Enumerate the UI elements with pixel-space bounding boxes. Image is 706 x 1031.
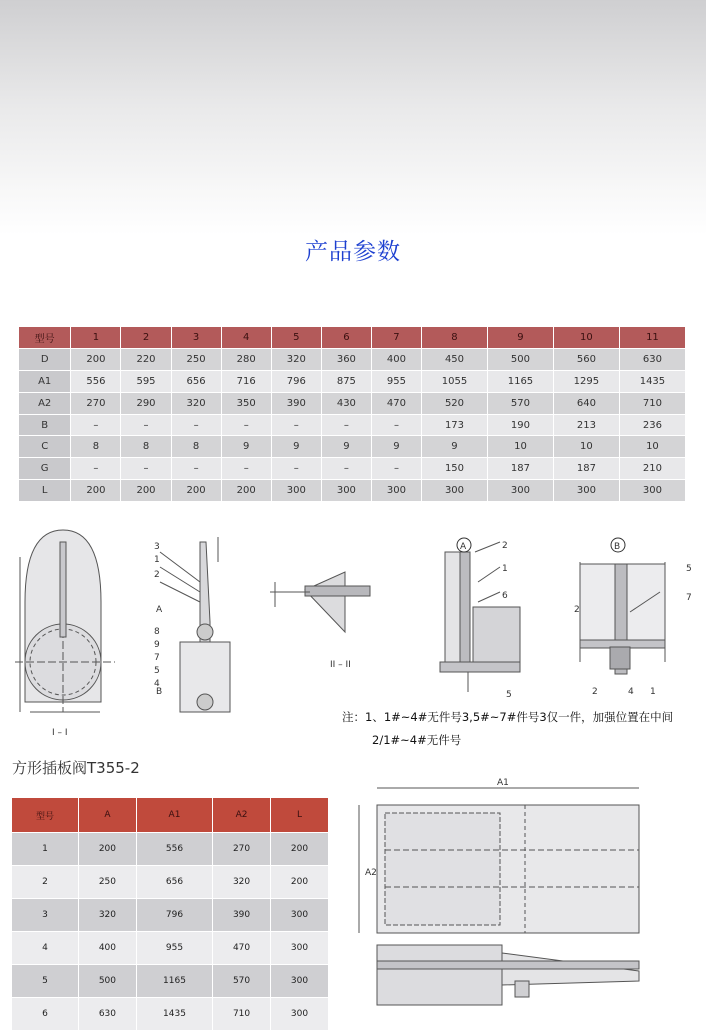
part-label: 2: [574, 605, 580, 615]
part-label: 5: [154, 666, 160, 676]
table-row: [12, 965, 329, 998]
table-cell: 1055: [422, 370, 488, 392]
table-cell: 520: [422, 392, 488, 414]
part-label: 1: [650, 687, 656, 697]
table-cell: 173: [422, 414, 488, 436]
label-side-b: B: [156, 687, 163, 697]
table-cell: 187: [487, 458, 553, 480]
table-cell: 320: [213, 866, 271, 899]
table-cell: 1165: [487, 370, 553, 392]
part-label: 9: [154, 640, 160, 650]
table-cell: 500: [487, 348, 553, 370]
table-cell: 656: [136, 866, 212, 899]
table-cell: 300: [271, 965, 329, 998]
table-cell: 556: [136, 833, 212, 866]
table-cell: 450: [422, 348, 488, 370]
table1-header-cell: 10: [553, 327, 619, 349]
table-cell: L: [19, 480, 71, 502]
table-cell: –: [121, 414, 171, 436]
table-cell: 300: [271, 932, 329, 965]
table-row: [12, 932, 329, 965]
table-cell: 300: [422, 480, 488, 502]
table-cell: –: [171, 458, 221, 480]
table-cell: 796: [271, 370, 321, 392]
table-cell: 250: [78, 866, 136, 899]
table1-header-cell: 11: [619, 327, 685, 349]
table-cell: B: [19, 414, 71, 436]
table-cell: 630: [78, 998, 136, 1031]
table-cell: 1435: [136, 998, 212, 1031]
table-cell: 210: [619, 458, 685, 480]
table-cell: 290: [121, 392, 171, 414]
table1-header-cell: 4: [221, 327, 271, 349]
table2-header-cell: A: [78, 798, 136, 833]
table-cell: C: [19, 436, 71, 458]
table2-header-cell: L: [271, 798, 329, 833]
table1-header-cell: 5: [271, 327, 321, 349]
table-cell: –: [321, 414, 371, 436]
table-cell: 556: [71, 370, 121, 392]
part-label: 2: [502, 541, 508, 551]
table-cell: 1295: [553, 370, 619, 392]
table-cell: –: [121, 458, 171, 480]
table1-header-cell: 8: [422, 327, 488, 349]
table-cell: 300: [487, 480, 553, 502]
table2-header-cell: A2: [213, 798, 271, 833]
dim-a1-label: A1: [497, 778, 509, 788]
part-label: 4: [154, 679, 160, 689]
table-cell: 300: [371, 480, 421, 502]
table-cell: 3: [12, 899, 79, 932]
section-ii-view: [270, 572, 370, 632]
part-label: 8: [154, 627, 160, 637]
table-cell: 200: [121, 480, 171, 502]
table2-header-cell: 型号: [12, 798, 79, 833]
table-row: [19, 348, 686, 370]
label-side-a: A: [156, 605, 163, 615]
table-cell: 1: [12, 833, 79, 866]
table-cell: 350: [221, 392, 271, 414]
table-cell: 8: [71, 436, 121, 458]
table-row: [19, 480, 686, 502]
table-cell: D: [19, 348, 71, 370]
table-cell: 200: [271, 866, 329, 899]
label-detail-a: A: [460, 542, 467, 552]
part-label: 7: [686, 593, 692, 603]
label-section-1: I – I: [52, 728, 68, 738]
table-cell: 400: [78, 932, 136, 965]
table-cell: 200: [271, 833, 329, 866]
table-cell: 320: [78, 899, 136, 932]
table1-header-cell: 型号: [19, 327, 71, 349]
square-valve-title: 方形插板阀T355-2: [12, 759, 140, 777]
page-title: 产品参数: [305, 239, 401, 265]
table-cell: 656: [171, 370, 221, 392]
table-cell: 200: [221, 480, 271, 502]
table-cell: 300: [553, 480, 619, 502]
table-row: [12, 899, 329, 932]
table-cell: –: [71, 414, 121, 436]
table-cell: –: [71, 458, 121, 480]
table-cell: 8: [121, 436, 171, 458]
table-cell: 875: [321, 370, 371, 392]
table-cell: 300: [271, 480, 321, 502]
table-cell: 2: [12, 866, 79, 899]
header-gradient: [0, 0, 706, 235]
table-cell: 9: [371, 436, 421, 458]
detail-a-view: [440, 542, 520, 692]
table-header-row: [12, 798, 329, 833]
table1-header-cell: 1: [71, 327, 121, 349]
table-cell: 300: [619, 480, 685, 502]
table-cell: 8: [171, 436, 221, 458]
table-cell: 280: [221, 348, 271, 370]
table-cell: 430: [321, 392, 371, 414]
part-label: 1: [154, 555, 160, 565]
table-cell: 10: [487, 436, 553, 458]
part-label: 6: [502, 591, 508, 601]
table-cell: 320: [271, 348, 321, 370]
table-cell: 6: [12, 998, 79, 1031]
table-cell: 570: [487, 392, 553, 414]
label-section-2: II – II: [330, 660, 351, 670]
label-detail-b: B: [614, 542, 621, 552]
table-cell: 360: [321, 348, 371, 370]
table-cell: 5: [12, 965, 79, 998]
table-cell: –: [321, 458, 371, 480]
table-cell: 200: [171, 480, 221, 502]
valve-side-section: [160, 537, 230, 712]
table1-header-cell: 9: [487, 327, 553, 349]
table-cell: 270: [71, 392, 121, 414]
table-cell: 300: [271, 899, 329, 932]
table-cell: 200: [71, 480, 121, 502]
table-row: [19, 414, 686, 436]
table-cell: 9: [221, 436, 271, 458]
table-cell: 1165: [136, 965, 212, 998]
parameter-table: [18, 326, 686, 502]
table-cell: 390: [271, 392, 321, 414]
table-cell: 10: [619, 436, 685, 458]
table2-header-cell: A1: [136, 798, 212, 833]
table-cell: 595: [121, 370, 171, 392]
table-cell: 955: [136, 932, 212, 965]
table-cell: 200: [78, 833, 136, 866]
table-row: [19, 392, 686, 414]
table-cell: 190: [487, 414, 553, 436]
table-cell: 4: [12, 932, 79, 965]
table-cell: 500: [78, 965, 136, 998]
square-valve-drawing: [345, 775, 645, 1015]
table-cell: 213: [553, 414, 619, 436]
part-label: 1: [502, 564, 508, 574]
table-cell: 320: [171, 392, 221, 414]
part-label: 5: [506, 690, 512, 700]
table-cell: 10: [553, 436, 619, 458]
part-label: 7: [154, 653, 160, 663]
table-cell: 1435: [619, 370, 685, 392]
part-label: 2: [154, 570, 160, 580]
table-cell: A1: [19, 370, 71, 392]
note-line-1: 注：1、1#~4#无件号3,5#~7#件号3仅一件，加强位置在中间: [342, 710, 674, 724]
table-cell: 150: [422, 458, 488, 480]
table-cell: G: [19, 458, 71, 480]
table-cell: 9: [422, 436, 488, 458]
table-cell: 640: [553, 392, 619, 414]
table-cell: 300: [271, 998, 329, 1031]
table-cell: –: [221, 458, 271, 480]
table-cell: A2: [19, 392, 71, 414]
table-row: [19, 436, 686, 458]
table-cell: 9: [321, 436, 371, 458]
part-label: 2: [592, 687, 598, 697]
table-cell: 630: [619, 348, 685, 370]
table-cell: 390: [213, 899, 271, 932]
dim-a2-label: A2: [365, 868, 377, 878]
table-row: [19, 458, 686, 480]
square-valve-table: [11, 797, 329, 1031]
table-cell: –: [221, 414, 271, 436]
table-cell: –: [371, 414, 421, 436]
table-cell: 9: [271, 436, 321, 458]
part-label: 5: [686, 564, 692, 574]
table-cell: 187: [553, 458, 619, 480]
table-cell: 955: [371, 370, 421, 392]
table-cell: 300: [321, 480, 371, 502]
table-cell: –: [171, 414, 221, 436]
table-cell: 200: [71, 348, 121, 370]
table-cell: 470: [213, 932, 271, 965]
valve-front-view: [15, 530, 115, 712]
table-cell: 710: [213, 998, 271, 1031]
table-cell: 400: [371, 348, 421, 370]
table-cell: 250: [171, 348, 221, 370]
table1-header-cell: 6: [321, 327, 371, 349]
table-cell: 220: [121, 348, 171, 370]
part-label: 3: [154, 542, 160, 552]
table-cell: 470: [371, 392, 421, 414]
table-cell: –: [271, 414, 321, 436]
table-row: [19, 370, 686, 392]
table-cell: 796: [136, 899, 212, 932]
table1-header-cell: 7: [371, 327, 421, 349]
table-header-row: [19, 327, 686, 349]
table-row: [12, 998, 329, 1031]
table1-header-cell: 3: [171, 327, 221, 349]
table-cell: 710: [619, 392, 685, 414]
table-row: [12, 866, 329, 899]
table-row: [12, 833, 329, 866]
table-cell: 270: [213, 833, 271, 866]
table1-header-cell: 2: [121, 327, 171, 349]
part-label: 4: [628, 687, 634, 697]
table-cell: –: [271, 458, 321, 480]
table-cell: –: [371, 458, 421, 480]
table-cell: 570: [213, 965, 271, 998]
table-cell: 236: [619, 414, 685, 436]
table-cell: 716: [221, 370, 271, 392]
detail-b-view: [580, 562, 665, 674]
table-cell: 560: [553, 348, 619, 370]
note-line-2: 2/1#~4#无件号: [372, 733, 462, 747]
